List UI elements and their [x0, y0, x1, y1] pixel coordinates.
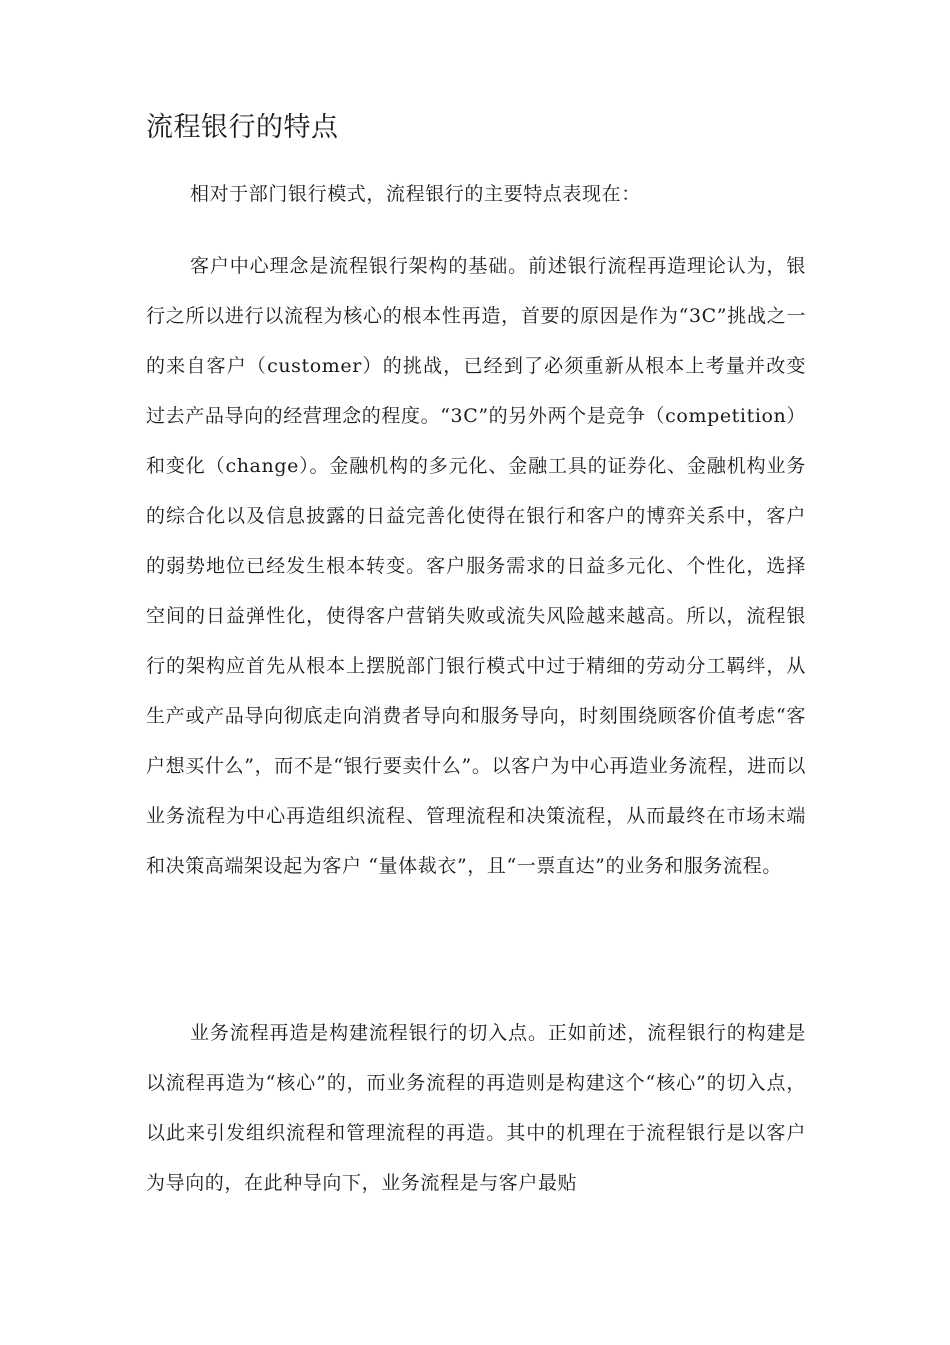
- section-title: 流程银行的特点: [146, 112, 339, 143]
- intro-paragraph: 相对于部门银行模式，流程银行的主要特点表现在：: [190, 183, 641, 205]
- body-paragraph-business-process: 业务流程再造是构建流程银行的切入点。正如前述，流程银行的构建是以流程再造为“核心”的，而业务流程的再造则是构建这个“核心”的切入点，以此来引发组织流程和管理流程的再造。其中的机理在于流程银行是以客户为导向的，在此种导向下，业务流程是与客户最贴: [146, 1022, 806, 1194]
- body-paragraph-customer-center: 客户中心理念是流程银行架构的基础。前述银行流程再造理论认为，银行之所以进行以流程为核心的根本性再造，首要的原因是作为“3C”挑战之一的来自客户（customer）的挑战，已经到了必须重新从根本上考量并改变过去产品导向的经营理念的程度。“3C”的另外两个是竞争（competition）和变化（change）。金融机构的多元化、金融工具的证券化、金融机构业务的综合化以及信息披露的日益完善化使得在银行和客户的博弈关系中，客户的弱势地位已经发生根本转变。客户服务需求的日益多元化、个性化，选择空间的日益弹性化，使得客户营销失败或流失风险越来越高。所以，流程银行的架构应首先从根本上摆脱部门银行模式中过于精细的劳动分工羁绊，从生产或产品导向彻底走向消费者导向和服务导向，时刻围绕顾客价值考虑“客户想买什么”，而不是“银行要卖什么”。以客户为中心再造业务流程，进而以业务流程为中心再造组织流程、管理流程和决策流程，从而最终在市场末端和决策高端架设起为客户 “量体裁衣”，且“一票直达”的业务和服务流程。: [146, 255, 806, 877]
